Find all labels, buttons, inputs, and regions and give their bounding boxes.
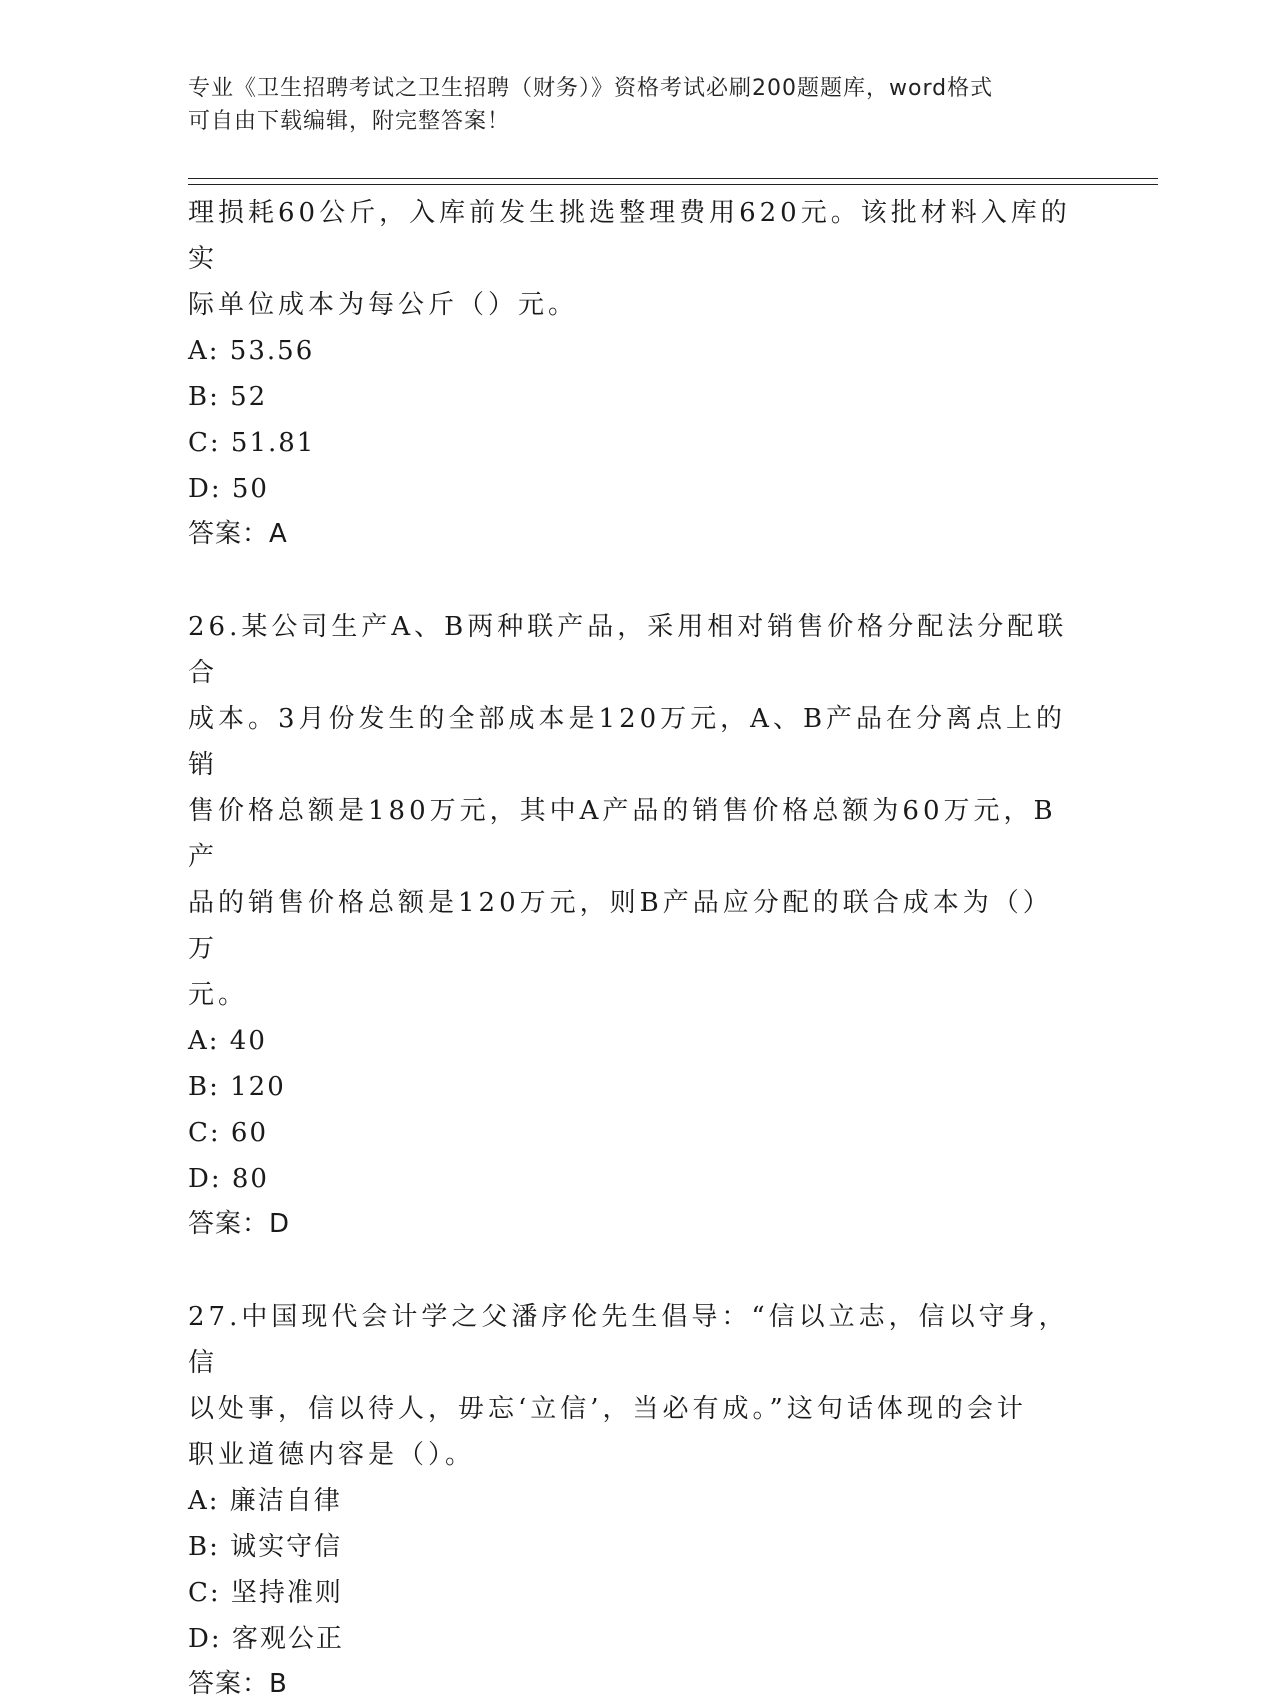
- question-text-line: 26.某公司生产A、B两种联产品，采用相对销售价格分配法分配联合: [188, 612, 1068, 688]
- question-text-line: 售价格总额是180万元，其中A产品的销售价格总额为60万元，B产: [188, 796, 1057, 872]
- question-list: [188, 190, 1078, 1706]
- option-c: C: 坚持准则: [188, 1578, 343, 1608]
- option-d: D: 客观公正: [188, 1624, 344, 1654]
- header-rule-top: [188, 178, 1158, 179]
- question-text-line: 理损耗60公斤，入库前发生挑选整理费用620元。该批材料入库的实: [188, 198, 1071, 274]
- answer-line: 答案：B: [188, 1669, 288, 1699]
- question-text-line: 职业道德内容是（）。: [188, 1440, 476, 1470]
- question-text-line: 27.中国现代会计学之父潘序伦先生倡导：“信以立志，信以守身，信: [188, 1302, 1069, 1378]
- option-a: A: 53.56: [188, 336, 315, 366]
- question-spacer: [188, 556, 1078, 604]
- option-d: D: 50: [188, 474, 269, 504]
- header-line-2: 可自由下载编辑，附完整答案！: [188, 109, 511, 134]
- option-b: B: 52: [188, 382, 268, 412]
- document-header: [188, 72, 1068, 138]
- question-text-line: 际单位成本为每公斤（）元。: [188, 290, 579, 320]
- question-26: [188, 604, 1078, 1246]
- question-text-line: 品的销售价格总额是120万元，则B产品应分配的联合成本为（）万: [188, 888, 1053, 964]
- option-c: C: 51.81: [188, 428, 316, 458]
- question-text-line: 元。: [188, 980, 249, 1010]
- question-spacer: [188, 1246, 1078, 1294]
- answer-line: 答案：D: [188, 1209, 291, 1239]
- option-d: D: 80: [188, 1164, 269, 1194]
- option-b: B: 诚实守信: [188, 1532, 343, 1562]
- option-b: B: 120: [188, 1072, 286, 1102]
- option-c: C: 60: [188, 1118, 269, 1148]
- question-text-line: 成本。3月份发生的全部成本是120万元，A、B产品在分离点上的销: [188, 704, 1067, 780]
- header-rule-bottom: [188, 184, 1158, 185]
- question-27: [188, 1294, 1078, 1706]
- question-text-line: 以处事，信以待人，毋忘‘立信’，当必有成。”这句话体现的会计: [188, 1394, 1027, 1424]
- option-a: A: 廉洁自律: [188, 1486, 342, 1516]
- question-25: [188, 190, 1078, 556]
- option-a: A: 40: [188, 1026, 267, 1056]
- header-line-1: 专业《卫生招聘考试之卫生招聘（财务）》资格考试必刷200题题库，word格式: [188, 76, 994, 101]
- answer-line: 答案：A: [188, 519, 288, 549]
